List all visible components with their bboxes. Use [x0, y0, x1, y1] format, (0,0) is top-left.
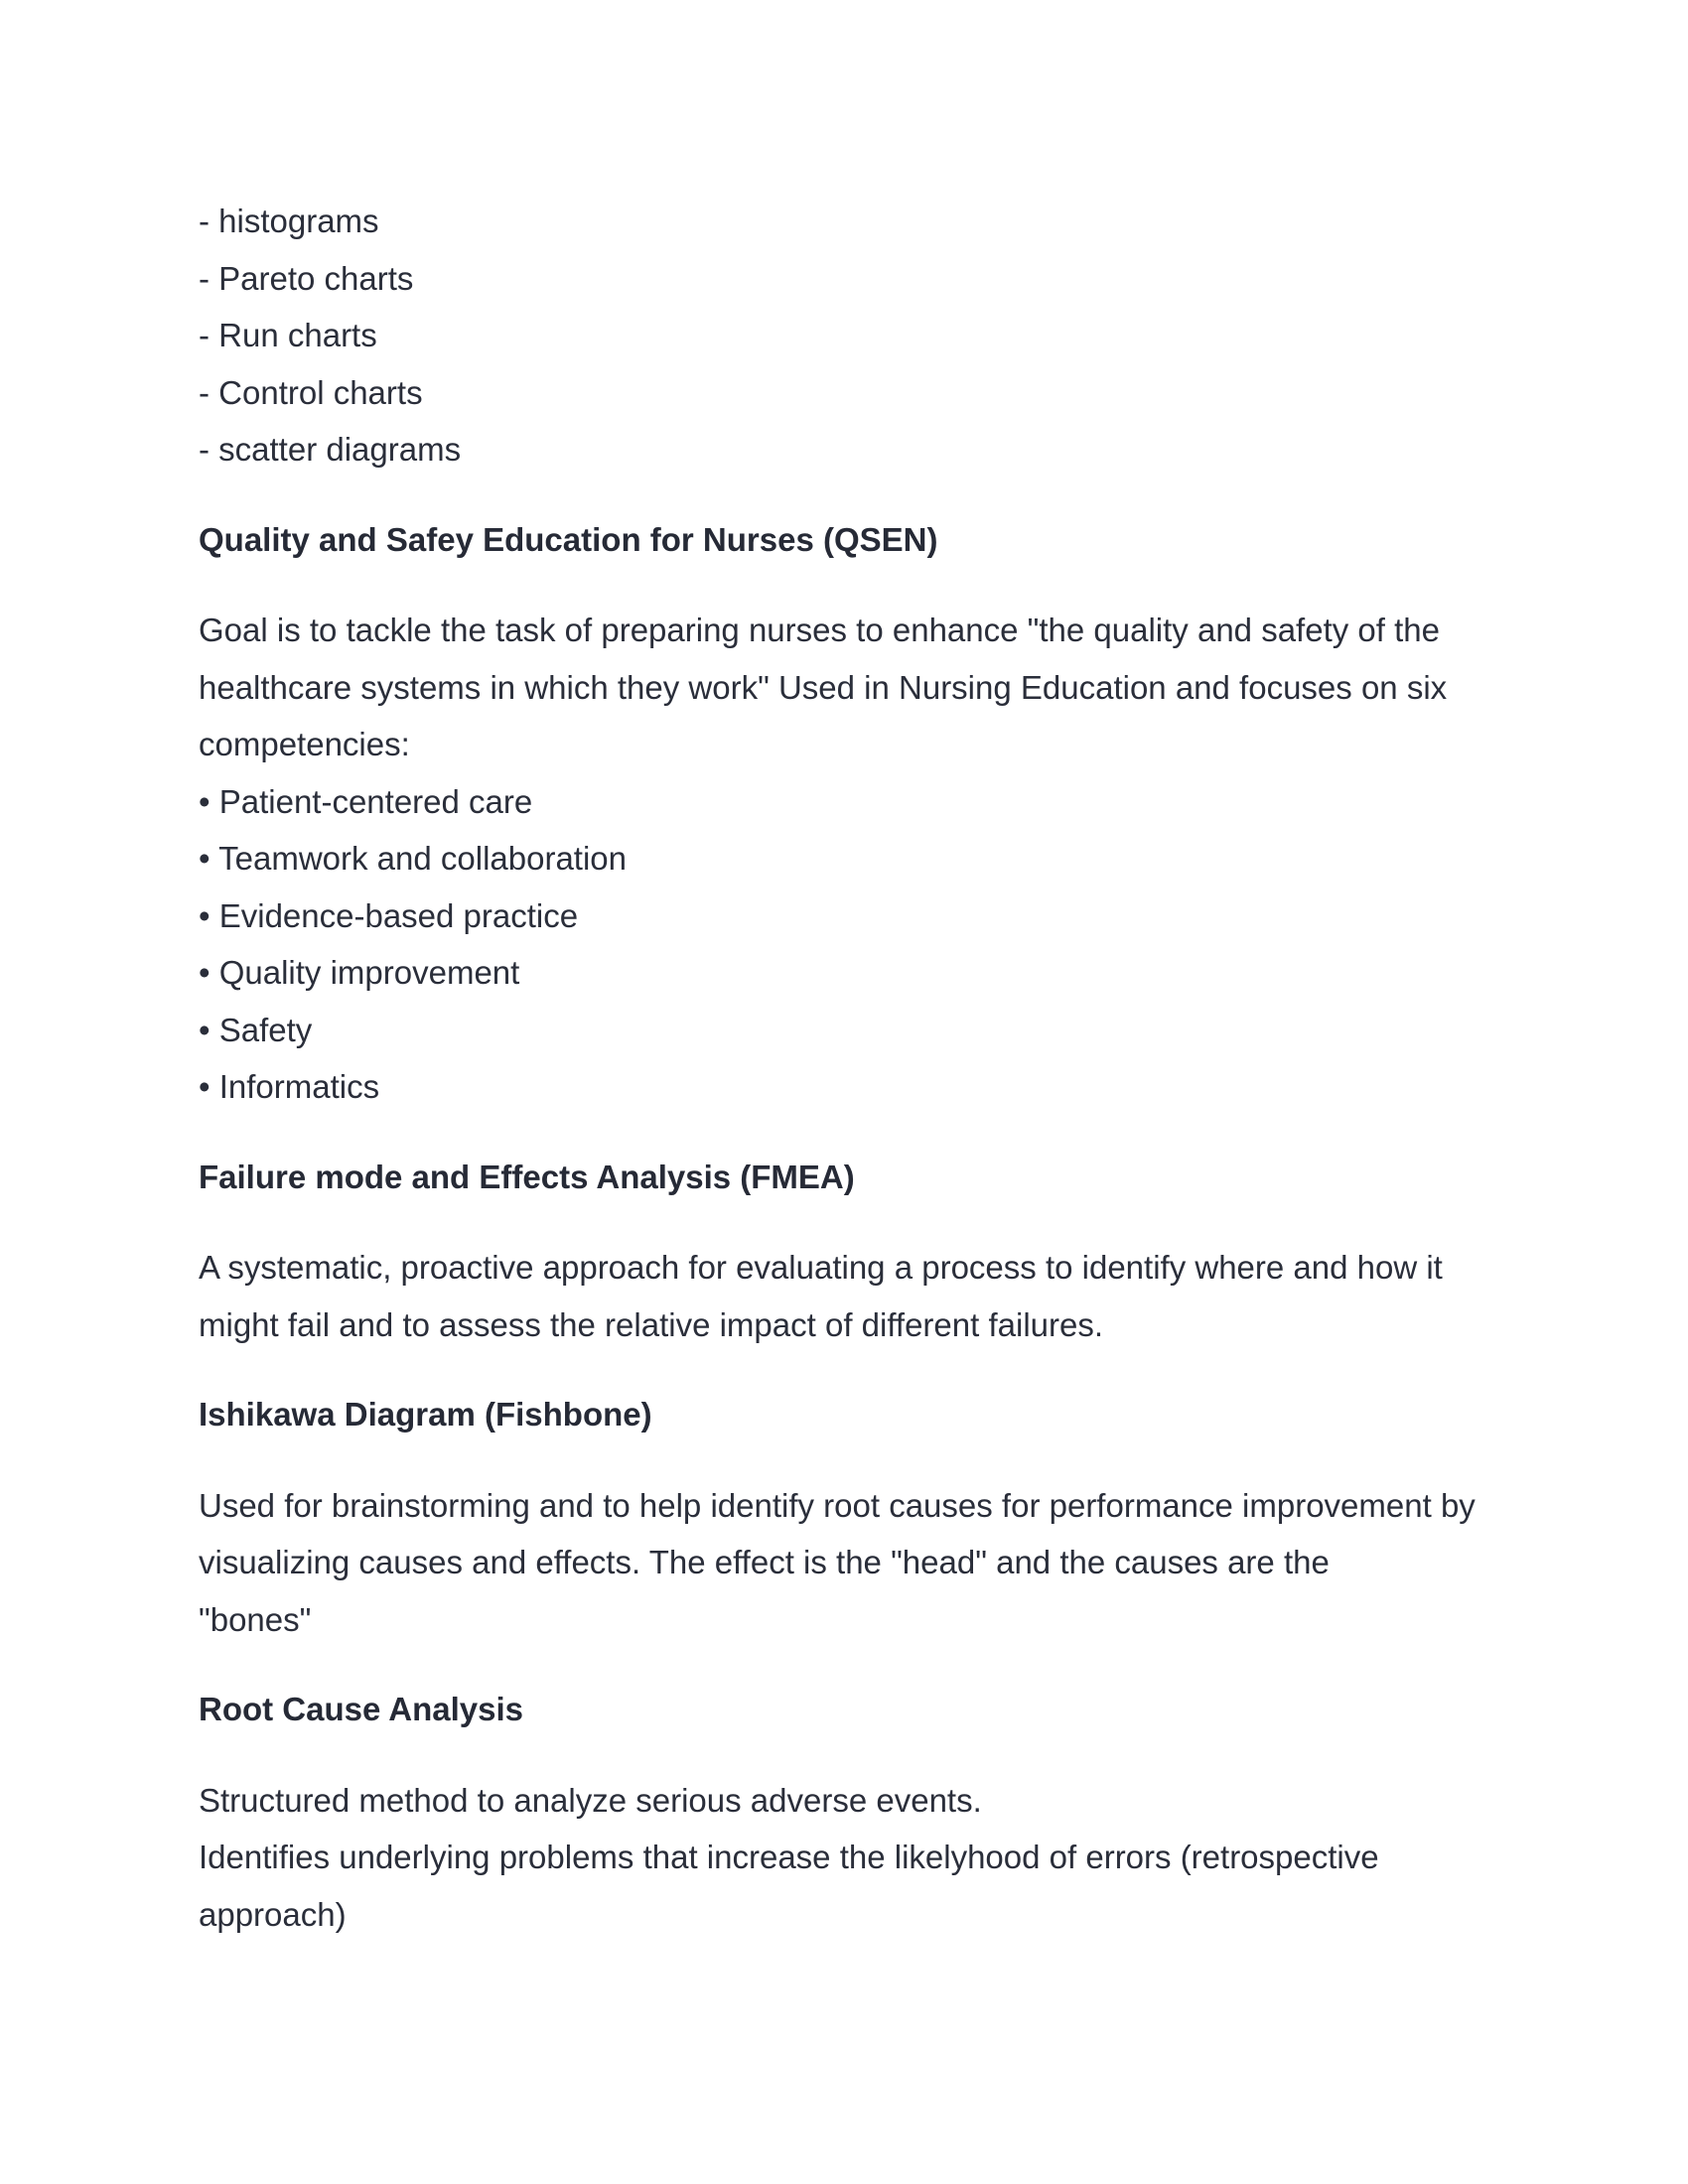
paragraph-line: visualizing causes and effects. The effect is the "head" and the causes are the — [199, 1544, 1330, 1580]
list-item: • Teamwork and collaboration — [199, 840, 628, 877]
list-item: • Informatics — [199, 1068, 380, 1105]
section-root-cause-analysis — [199, 1681, 1509, 1943]
paragraph-line: A systematic, proactive approach for evaluating a process to identify where and how it — [199, 1249, 1443, 1286]
list-item: • Evidence-based practice — [199, 896, 579, 934]
section-body — [199, 1477, 1509, 1649]
document-content — [199, 193, 1509, 1943]
list-item: - scatter diagrams — [199, 431, 462, 468]
section-ishikawa — [199, 1386, 1509, 1648]
section-heading: Quality and Safey Education for Nurses (QSEN) — [199, 520, 938, 558]
intro-list — [199, 193, 1509, 478]
paragraph-line: Used for brainstorming and to help identify root causes for performance improvement by — [199, 1486, 1476, 1524]
list-item: • Quality improvement — [199, 954, 520, 991]
paragraph-line: "bones" — [199, 1600, 312, 1638]
paragraph-line: Structured method to analyze serious adverse events. — [199, 1781, 982, 1819]
list-item: • Patient-centered care — [199, 782, 533, 820]
paragraph-line: healthcare systems in which they work" Used in Nursing Education and focuses on six — [199, 668, 1448, 706]
paragraph-line: might fail and to assess the relative impact of different failures. — [199, 1305, 1104, 1343]
section-heading: Root Cause Analysis — [199, 1691, 524, 1727]
list-item: - Pareto charts — [199, 259, 414, 297]
section-body — [199, 1772, 1509, 1944]
paragraph-line: Goal is to tackle the task of preparing nurses to enhance "the quality and safety of the — [199, 612, 1440, 648]
section-qsen — [199, 511, 1509, 1116]
list-item: - histograms — [199, 203, 379, 239]
list-item: - Control charts — [199, 373, 423, 411]
paragraph-line: Identifies underlying problems that increase the likelyhood of errors (retrospective — [199, 1839, 1379, 1875]
paragraph-line: approach) — [199, 1895, 347, 1933]
section-body — [199, 1239, 1509, 1353]
section-body — [199, 602, 1509, 1116]
section-fmea — [199, 1149, 1509, 1354]
paragraph-line: competencies: — [199, 726, 410, 762]
section-heading: Failure mode and Effects Analysis (FMEA) — [199, 1158, 855, 1195]
list-item: • Safety — [199, 1011, 313, 1048]
list-item: - Run charts — [199, 317, 377, 353]
section-heading: Ishikawa Diagram (Fishbone) — [199, 1396, 652, 1433]
